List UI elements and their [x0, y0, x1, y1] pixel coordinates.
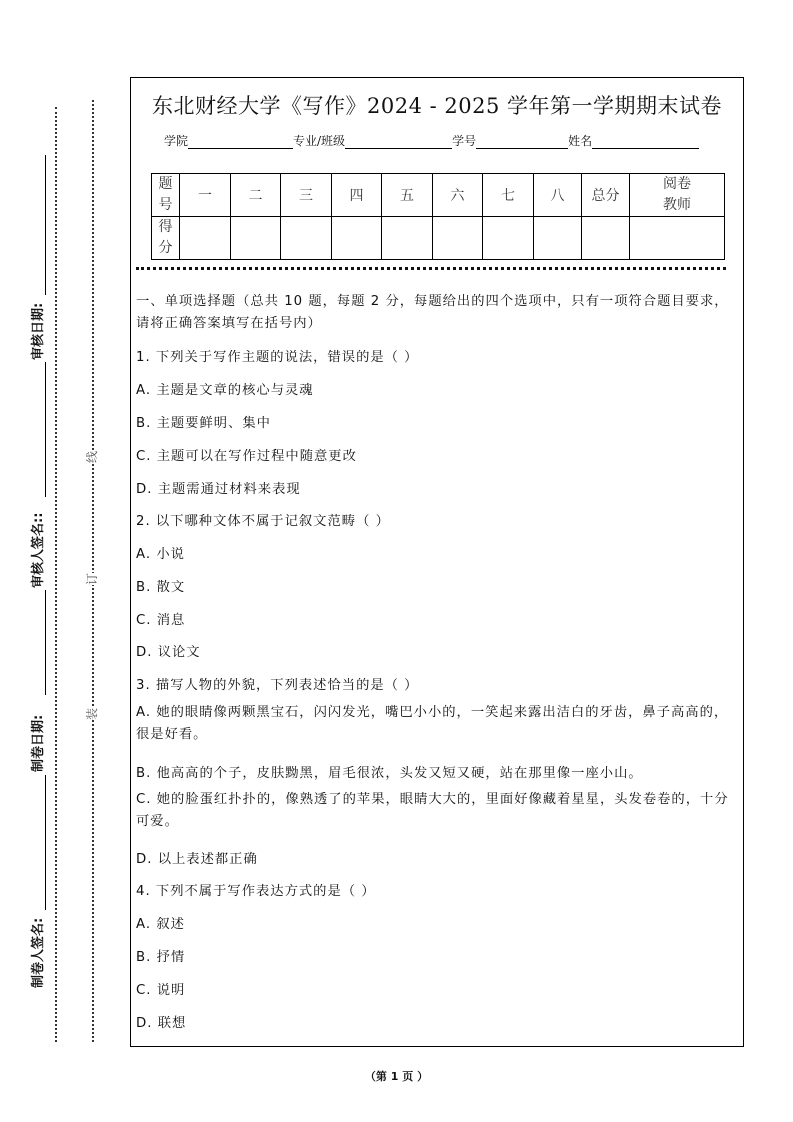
question-option: A. 小说 [136, 547, 185, 562]
column-header: 四 [332, 174, 382, 217]
question-option: C. 主题可以在写作过程中随意更改 [136, 449, 357, 464]
score-cell[interactable] [231, 217, 281, 260]
score-cell[interactable] [180, 217, 231, 260]
cut-mark-line: 线 [85, 450, 100, 464]
question-number-header: 题 号 [152, 174, 180, 217]
column-header: 五 [382, 174, 433, 217]
college-label: 学院 [164, 134, 189, 148]
question-stem: 3. 描写人物的外貌，下列表述恰当的是（ ） [136, 678, 419, 693]
question-option: A. 主题是文章的核心与灵魂 [136, 383, 314, 398]
question-option: D. 联想 [136, 1016, 187, 1031]
question-option: C. 她的脸蛋红扑扑的，像熟透了的苹果，眼睛大大的，里面好像藏着星星，头发卷卷的，十分可爱。 [136, 792, 729, 829]
score-cell[interactable] [281, 217, 332, 260]
college-field[interactable] [188, 134, 293, 149]
review-date-label: 审核日期: [31, 302, 46, 360]
score-cell[interactable] [433, 217, 483, 260]
score-header: 得 分 [152, 217, 180, 260]
major-class-field[interactable] [345, 134, 452, 149]
student-info-row [164, 132, 699, 149]
question-option: C. 说明 [136, 983, 186, 998]
major-class-label: 专业/班级 [293, 134, 346, 148]
column-header: 八 [534, 174, 582, 217]
question-stem: 1. 下列关于写作主题的说法，错误的是（ ） [136, 350, 419, 365]
score-cell[interactable] [382, 217, 433, 260]
grader-header: 阅卷 教师 [630, 174, 725, 217]
section-heading: 一、单项选择题（总共 10 题，每题 2 分，每题给出的四个选项中，只有一项符合题目要求，请将正确答案填写在括号内） [136, 294, 729, 331]
signature-line [45, 362, 46, 497]
question-number-row [152, 174, 725, 217]
exam-frame [130, 77, 744, 1047]
total-score-cell[interactable] [582, 217, 630, 260]
name-field[interactable] [592, 134, 699, 149]
signature-line [45, 590, 46, 695]
column-header: 一 [180, 174, 231, 217]
student-id-field[interactable] [476, 134, 568, 149]
prepare-date-label: 制卷日期: [31, 714, 46, 772]
score-cell[interactable] [332, 217, 382, 260]
binding-dotted-line-inner [55, 107, 57, 1042]
question-option: A. 叙述 [136, 917, 185, 932]
question-option: D. 议论文 [136, 645, 201, 660]
score-cell[interactable] [534, 217, 582, 260]
page-number: （第 1 页 ） [364, 1070, 429, 1083]
student-id-label: 学号 [452, 134, 477, 148]
column-header: 六 [433, 174, 483, 217]
column-header: 二 [231, 174, 281, 217]
question-option: A. 她的眼睛像两颗黑宝石，闪闪发光，嘴巴小小的，一笑起来露出洁白的牙齿，鼻子高高的，很是好看。 [136, 705, 729, 742]
question-stem: 2. 以下哪种文体不属于记叙文范畴（ ） [136, 514, 390, 529]
exam-title: 东北财经大学《写作》2024 - 2025 学年第一学期期末试卷 [151, 94, 722, 118]
question-option: B. 主题要鲜明、集中 [136, 416, 271, 431]
reviewer-signature-label: 审核人签名:: [31, 512, 46, 588]
question-option: B. 他高高的个子，皮肤黝黑，眉毛很浓，头发又短又硬，站在那里像一座小山。 [136, 766, 643, 781]
question-option: B. 抒情 [136, 950, 186, 965]
grader-cell[interactable] [630, 217, 725, 260]
signature-line [45, 775, 46, 910]
question-option: D. 以上表述都正确 [136, 852, 258, 867]
column-header: 总分 [582, 174, 630, 217]
question-option: B. 散文 [136, 580, 186, 595]
dotted-separator [136, 267, 726, 270]
cut-mark-bind: 订 [85, 572, 100, 586]
score-row [152, 217, 725, 260]
preparer-signature-label: 制卷人签名: [31, 917, 46, 988]
question-option: C. 消息 [136, 613, 186, 628]
score-cell[interactable] [483, 217, 534, 260]
question-option: D. 主题需通过材料来表现 [136, 482, 301, 497]
binding-dotted-line-outer [92, 100, 94, 1042]
cut-mark-fold: 装 [85, 707, 100, 721]
column-header: 三 [281, 174, 332, 217]
name-label: 姓名 [568, 134, 593, 148]
score-table [151, 173, 725, 260]
column-header: 七 [483, 174, 534, 217]
question-stem: 4. 下列不属于写作表达方式的是（ ） [136, 884, 376, 899]
signature-line [45, 155, 46, 295]
